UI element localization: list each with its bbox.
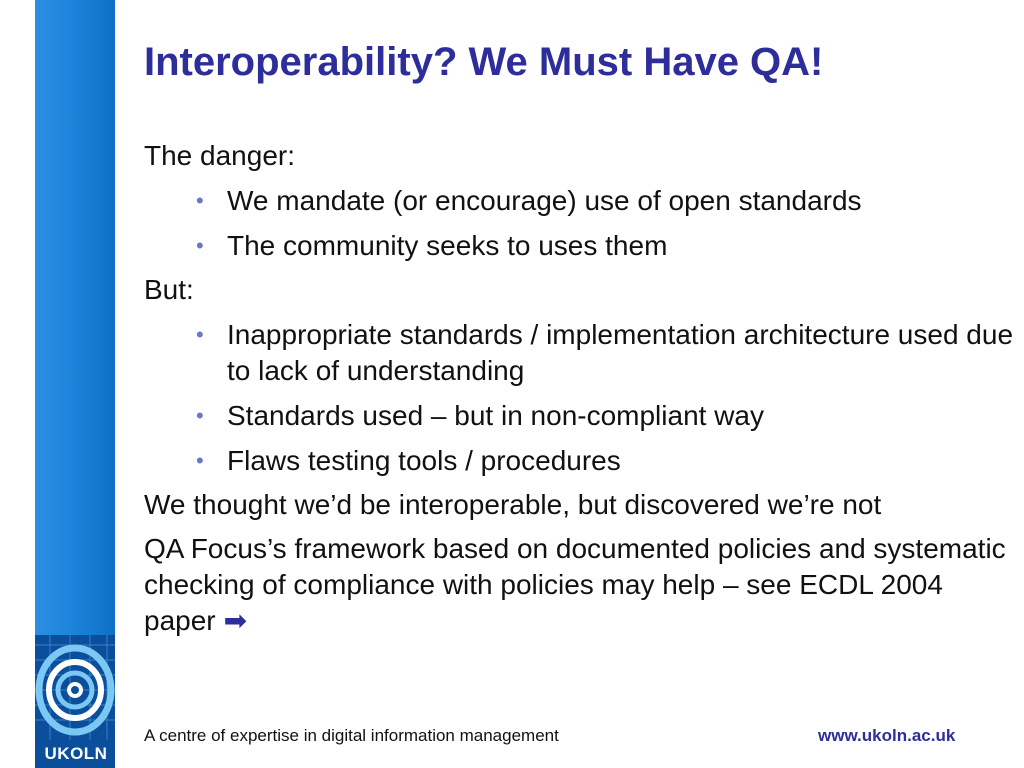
but-bullet-3 [144, 443, 1014, 479]
bullet-text: Standards used – but in non-compliant way [227, 400, 764, 431]
paragraph-interoperable: We thought we’d be interoperable, but discovered we’re not [144, 489, 882, 520]
danger-heading: The danger: [144, 140, 295, 171]
slide-body [144, 138, 1014, 639]
but-heading: But: [144, 274, 194, 305]
sidebar-bar [35, 0, 115, 635]
arrow-right-icon[interactable]: ➡ [223, 605, 248, 636]
bullet-icon: • [196, 403, 204, 428]
bullet-text: Inappropriate standards / implementation architecture used due to lack of understanding [227, 319, 1014, 386]
bullet-icon: • [196, 233, 204, 258]
footer-url-link[interactable]: www.ukoln.ac.uk [818, 726, 956, 745]
paragraph-qa-focus-text: QA Focus’s framework based on documented policies and systematic checking of compliance with policies may help – see ECDL 2004 paper [144, 533, 1006, 636]
footer-tagline: A centre of expertise in digital information management [144, 726, 559, 745]
but-bullet-2 [144, 398, 1014, 434]
bullet-text: The community seeks to uses them [227, 230, 668, 261]
but-bullet-1 [144, 317, 1014, 389]
paragraph-qa-focus [144, 531, 1014, 639]
bullet-icon: • [196, 188, 204, 213]
bullet-text: Flaws testing tools / procedures [227, 445, 621, 476]
danger-bullet-1 [144, 183, 1014, 219]
slide-title: Interoperability? We Must Have QA! [144, 40, 824, 84]
bullet-text: We mandate (or encourage) use of open standards [227, 185, 862, 216]
ukoln-logo [35, 635, 115, 768]
danger-bullet-2 [144, 228, 1014, 264]
bullet-icon: • [196, 322, 204, 347]
logo-text: UKOLN [44, 744, 108, 763]
bullet-icon: • [196, 448, 204, 473]
